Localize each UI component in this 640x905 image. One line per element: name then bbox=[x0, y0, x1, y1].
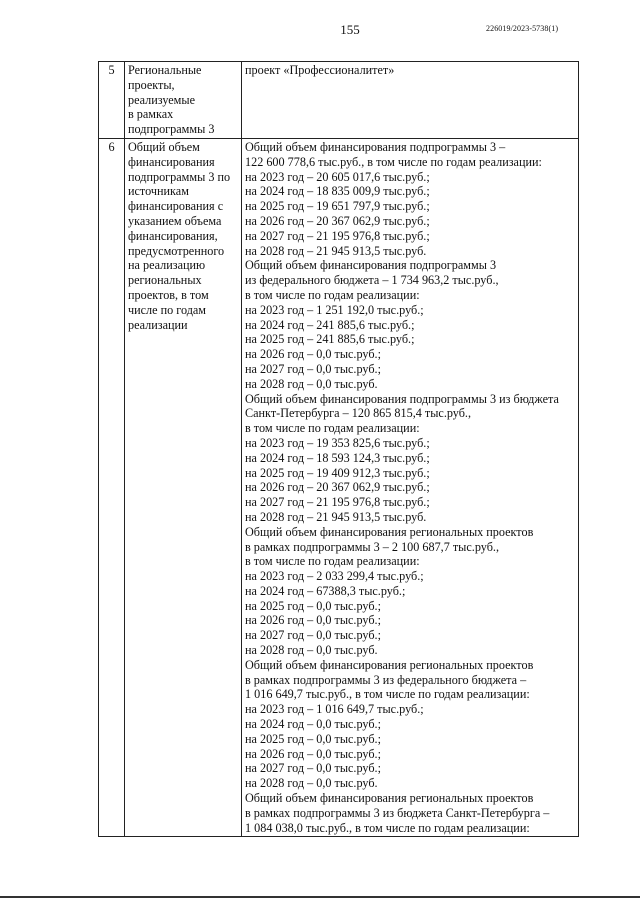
text-line: на 2025 год – 19 651 797,9 тыс.руб.; bbox=[245, 199, 430, 214]
text-line: 1 084 038,0 тыс.руб., в том числе по годам реализации: bbox=[245, 820, 530, 835]
text-line: на 2027 год – 21 195 976,8 тыс.руб.; bbox=[245, 228, 430, 243]
text-line: реализуемые bbox=[128, 92, 195, 107]
text-line: Региональные bbox=[128, 63, 202, 77]
text-line: в рамках подпрограммы 3 – 2 100 687,7 тыс.руб., bbox=[245, 539, 499, 554]
text-line: на 2028 год – 21 945 913,5 тыс.руб. bbox=[245, 243, 427, 258]
text-line: в том числе по годам реализации: bbox=[245, 554, 420, 569]
text-line: на 2024 год – 18 835 009,9 тыс.руб.; bbox=[245, 184, 430, 199]
text-line: проекты, bbox=[128, 77, 175, 92]
text-line: Общий объем финансирования региональных проектов bbox=[245, 657, 534, 672]
text-line: подпрограммы 3 bbox=[128, 122, 215, 137]
text-line: 122 600 778,6 тыс.руб., в том числе по годам реализации: bbox=[245, 154, 542, 169]
text-line: на 2026 год – 20 367 062,9 тыс.руб.; bbox=[245, 480, 430, 495]
text-line: на 2026 год – 20 367 062,9 тыс.руб.; bbox=[245, 213, 430, 228]
text-line: на 2028 год – 0,0 тыс.руб. bbox=[245, 643, 378, 658]
text-line: финансирования, bbox=[128, 228, 218, 243]
text-line: на 2024 год – 67388,3 тыс.руб.; bbox=[245, 583, 406, 598]
text-line: на 2024 год – 0,0 тыс.руб.; bbox=[245, 717, 381, 732]
text-line: в том числе по годам реализации: bbox=[245, 421, 420, 436]
text-line: на 2024 год – 18 593 124,3 тыс.руб.; bbox=[245, 450, 430, 465]
text-line: на 2027 год – 0,0 тыс.руб.; bbox=[245, 361, 381, 376]
text-line: на 2026 год – 0,0 тыс.руб.; bbox=[245, 347, 381, 362]
text-line: на 2026 год – 0,0 тыс.руб.; bbox=[245, 746, 381, 761]
text-line: из федерального бюджета – 1 734 963,2 тыс.руб., bbox=[245, 273, 499, 288]
text-line: на 2025 год – 0,0 тыс.руб.; bbox=[245, 731, 381, 746]
text-line: на 2023 год – 19 353 825,6 тыс.руб.; bbox=[245, 435, 430, 450]
text-line: на реализацию bbox=[128, 258, 206, 273]
text-line: региональных bbox=[128, 273, 202, 288]
text-line: в рамках bbox=[128, 107, 174, 122]
text-line: финансирования bbox=[128, 154, 215, 169]
text-line: 1 016 649,7 тыс.руб., в том числе по годам реализации: bbox=[245, 687, 530, 702]
row-number: 6 bbox=[99, 138, 125, 836]
passport-table bbox=[98, 61, 579, 837]
text-line: на 2028 год – 0,0 тыс.руб. bbox=[245, 776, 378, 791]
text-line: Общий объем финансирования региональных проектов bbox=[245, 524, 534, 539]
row-content bbox=[242, 138, 579, 836]
row-number: 5 bbox=[99, 62, 125, 139]
text-line: Общий объем bbox=[128, 139, 200, 154]
text-line: на 2027 год – 0,0 тыс.руб.; bbox=[245, 628, 381, 643]
text-line: на 2025 год – 19 409 912,3 тыс.руб.; bbox=[245, 465, 430, 480]
text-line: указанием объема bbox=[128, 213, 222, 228]
table-row-6 bbox=[99, 138, 579, 836]
text-line: на 2027 год – 21 195 976,8 тыс.руб.; bbox=[245, 495, 430, 510]
text-line: Общий объем финансирования подпрограммы 3 из бюджета bbox=[245, 391, 559, 406]
text-line: на 2028 год – 21 945 913,5 тыс.руб. bbox=[245, 509, 427, 524]
text-line: в рамках подпрограммы 3 из бюджета Санкт-Петербурга – bbox=[245, 805, 550, 820]
text-line: на 2025 год – 0,0 тыс.руб.; bbox=[245, 598, 381, 613]
text-line: на 2023 год – 1 251 192,0 тыс.руб.; bbox=[245, 302, 424, 317]
scan-edge-line bbox=[0, 896, 640, 898]
text-line: реализации bbox=[128, 317, 188, 332]
page-number: 155 bbox=[340, 22, 360, 37]
content-lines bbox=[245, 63, 575, 78]
text-line: на 2026 год – 0,0 тыс.руб.; bbox=[245, 613, 381, 628]
text-line: Общий объем финансирования подпрограммы 3 – bbox=[245, 139, 506, 154]
label-lines bbox=[128, 63, 238, 137]
table-row-5 bbox=[99, 62, 579, 139]
document-code: 226019/2023-5738(1) bbox=[486, 24, 559, 33]
text-line: на 2028 год – 0,0 тыс.руб. bbox=[245, 376, 378, 391]
row-label bbox=[125, 138, 242, 836]
text-line: на 2025 год – 241 885,6 тыс.руб.; bbox=[245, 332, 415, 347]
text-line: на 2023 год – 1 016 649,7 тыс.руб.; bbox=[245, 702, 424, 717]
text-line: на 2023 год – 20 605 017,6 тыс.руб.; bbox=[245, 169, 430, 184]
row-label bbox=[125, 62, 242, 139]
text-line: Санкт-Петербурга – 120 865 815,4 тыс.руб., bbox=[245, 406, 472, 421]
content-lines bbox=[245, 140, 575, 835]
text-line: в том числе по годам реализации: bbox=[245, 287, 420, 302]
text-line: на 2024 год – 241 885,6 тыс.руб.; bbox=[245, 317, 415, 332]
row-content bbox=[242, 62, 579, 139]
text-line: проектов, в том bbox=[128, 287, 209, 302]
text-line: на 2023 год – 2 033 299,4 тыс.руб.; bbox=[245, 569, 424, 584]
text-line: в рамках подпрограммы 3 из федерального бюджета – bbox=[245, 672, 527, 687]
text-line: предусмотренного bbox=[128, 243, 225, 258]
text-line: числе по годам bbox=[128, 302, 207, 317]
text-line: финансирования с bbox=[128, 199, 224, 214]
text-line: на 2027 год – 0,0 тыс.руб.; bbox=[245, 761, 381, 776]
text-line: проект «Профессионалитет» bbox=[245, 63, 395, 77]
text-line: источникам bbox=[128, 184, 189, 199]
label-lines bbox=[128, 140, 238, 332]
text-line: подпрограммы 3 по bbox=[128, 169, 231, 184]
text-line: Общий объем финансирования региональных проектов bbox=[245, 791, 534, 806]
text-line: Общий объем финансирования подпрограммы 3 bbox=[245, 258, 497, 273]
